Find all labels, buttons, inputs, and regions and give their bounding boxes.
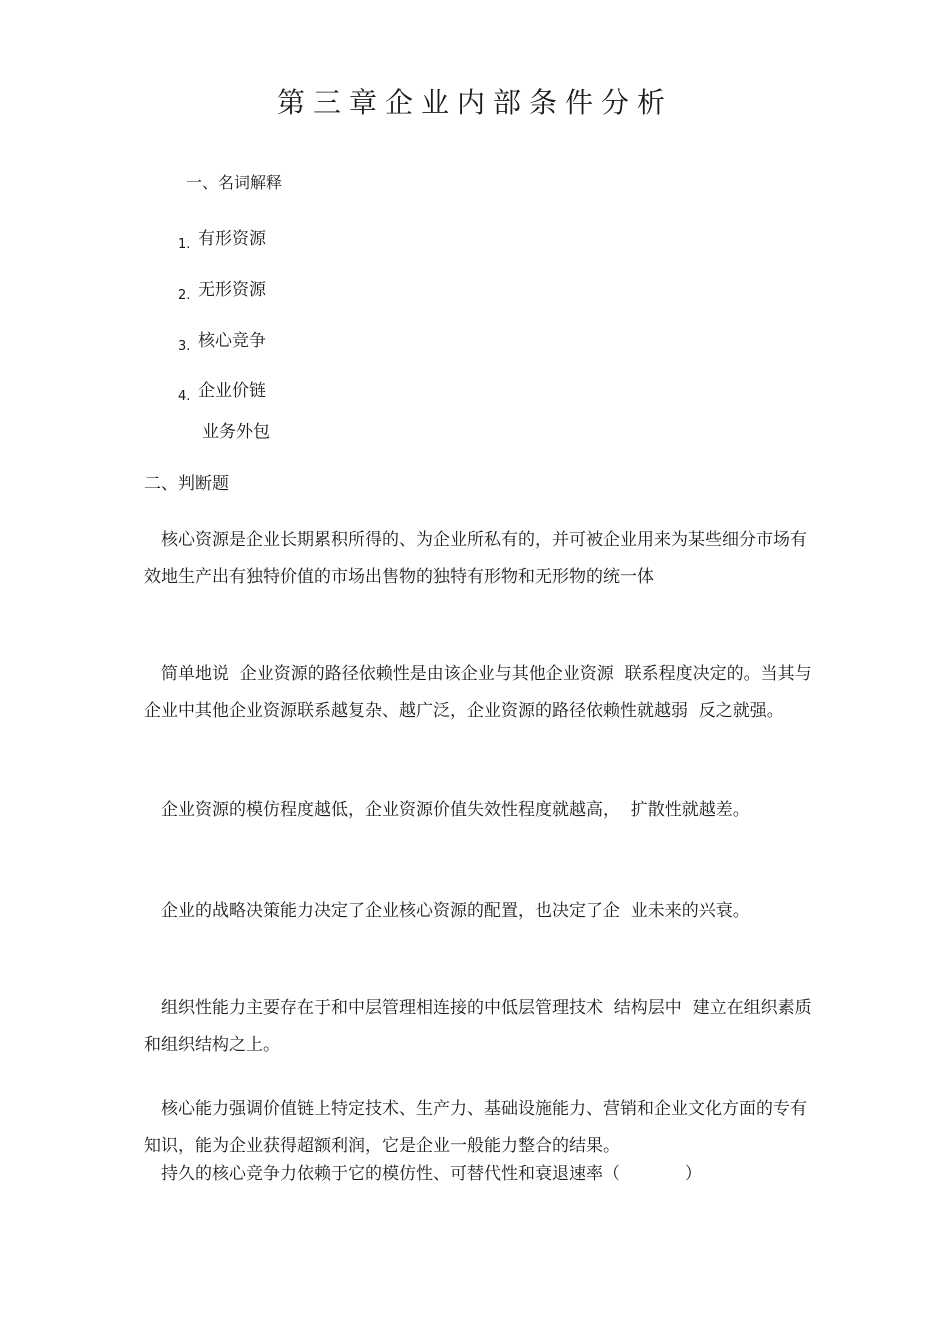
term-number: 4. <box>178 389 191 404</box>
term-number: 2. <box>178 288 191 303</box>
judgement-paragraph: 企业的战略决策能力决定了企业核心资源的配置，也决定了企 业未来的兴衰。 <box>161 901 750 921</box>
judgement-paragraph: 企业资源的模仿程度越低，企业资源价值失效性程度就越高， 扩散性就越差。 <box>161 800 750 820</box>
judgement-paragraph: 核心资源是企业长期累积所得的、为企业所私有的，并可被企业用来为某些细分市场有效地生产出有独特价值的市场出售物的独特有形物和无形物的统一体 <box>144 530 807 587</box>
term-item <box>178 228 266 256</box>
term-text: 无形资源 <box>198 280 266 300</box>
judgement-paragraph: 简单地说 企业资源的路径依赖性是由该企业与其他企业资源 联系程度决定的。当其与企业中其他企业资源联系越复杂、越广泛，企业资源的路径依赖性就越弱 反之就强。 <box>144 664 812 721</box>
term-number: 3. <box>178 339 191 354</box>
term-text: 核心竞争 <box>198 331 266 351</box>
term-item-extra: 业务外包 <box>202 422 270 442</box>
term-item <box>178 330 266 358</box>
section-heading-judgement: 二、判断题 <box>144 474 229 494</box>
section-heading-terms: 一、名词解释 <box>186 173 283 192</box>
judgement-paragraph: 核心能力强调价值链上特定技术、生产力、基础设施能力、营销和企业文化方面的专有知识，能为企业获得超额利润，它是企业一般能力整合的结果。 <box>144 1099 807 1156</box>
term-number: 1. <box>178 237 191 252</box>
term-text: 有形资源 <box>198 229 266 249</box>
judgement-paragraph: 持久的核心竞争力依赖于它的模仿性、可替代性和衰退速率（ ） <box>161 1164 702 1184</box>
judgement-paragraph: 组织性能力主要存在于和中层管理相连接的中低层管理技术 结构层中 建立在组织素质和组织结构之上。 <box>144 998 812 1055</box>
page-title: 第三章企业内部条件分析 <box>276 86 673 119</box>
term-item <box>178 279 266 307</box>
term-text: 企业价链 <box>198 381 266 401</box>
term-item <box>178 380 266 408</box>
